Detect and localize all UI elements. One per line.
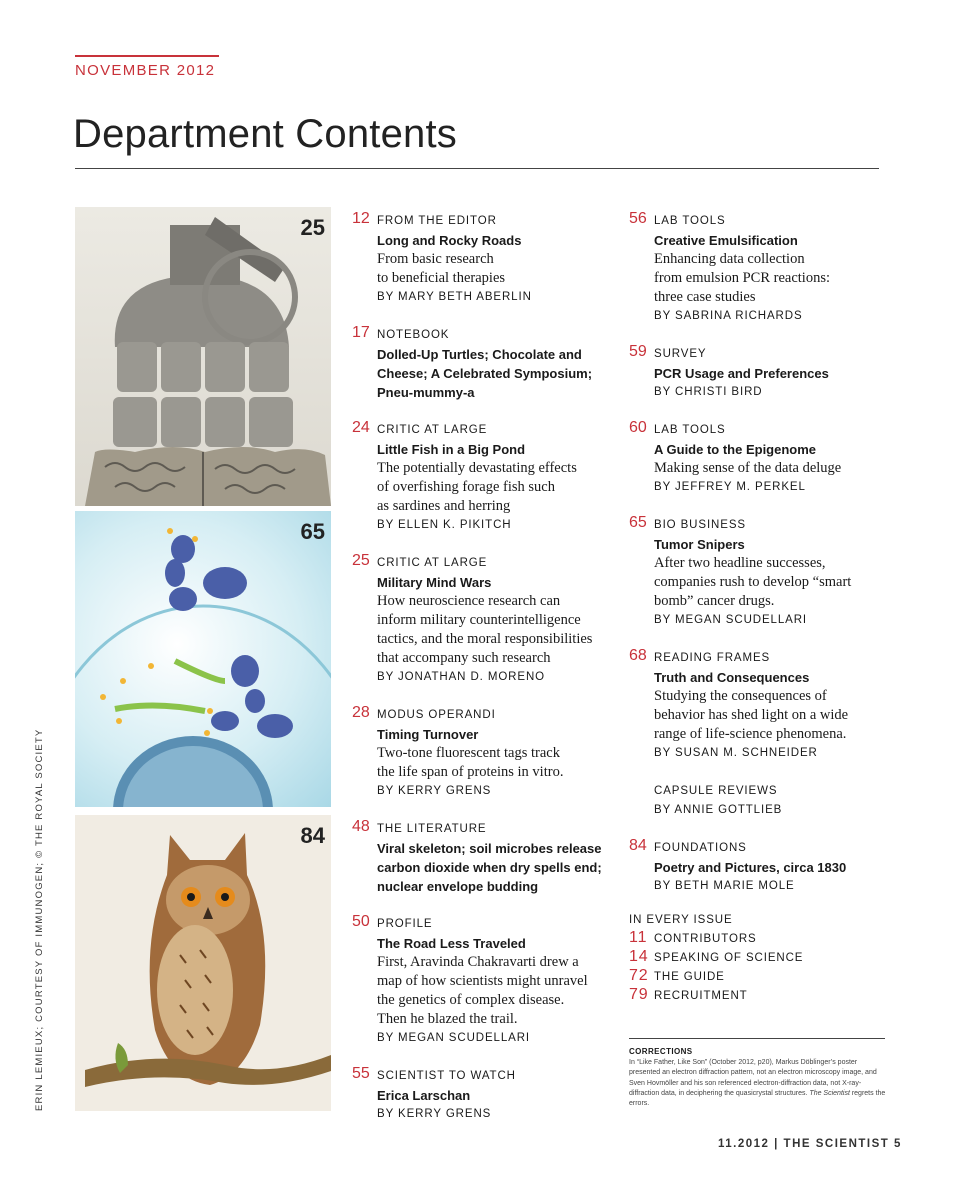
every-issue-item[interactable] — [629, 987, 889, 1006]
grenade-brain-illustration — [75, 207, 331, 506]
toc-entry[interactable] — [629, 649, 889, 763]
corrections-heading: CORRECTIONS — [629, 1047, 693, 1056]
toc-page-number: 55 — [352, 1065, 370, 1082]
toc-section: PROFILE — [377, 918, 433, 930]
photo-owl — [75, 815, 331, 1111]
toc-description: Enhancing data collection from emulsion PCR reactions: three case studies — [654, 251, 830, 305]
toc-headline: Erica Larschan — [377, 1088, 471, 1103]
toc-page-number: 17 — [352, 324, 370, 341]
toc-headline: Poetry and Pictures, circa 1830 — [654, 860, 847, 875]
toc-entry[interactable] — [629, 839, 889, 896]
toc-section: SURVEY — [654, 348, 707, 360]
toc-byline: BY KERRY GRENS — [377, 1108, 492, 1120]
toc-entry[interactable] — [352, 421, 612, 535]
toc-page-number: 72 — [629, 967, 649, 984]
toc-headline: Military Mind Wars — [377, 575, 492, 590]
toc-entry[interactable] — [352, 820, 612, 896]
page-footer: 11.2012 | THE SCIENTIST 5 — [718, 1138, 902, 1150]
every-issue-item[interactable] — [629, 930, 889, 949]
toc-byline: BY SABRINA RICHARDS — [654, 310, 803, 322]
toc-section: SCIENTIST TO WATCH — [377, 1070, 516, 1082]
toc-byline: BY CHRISTI BIRD — [654, 386, 763, 398]
toc-page-number: 24 — [352, 419, 370, 436]
photo-antibody-cell — [75, 511, 331, 807]
toc-headline: Truth and Consequences — [654, 670, 810, 685]
toc-byline: BY JONATHAN D. MORENO — [377, 671, 545, 683]
toc-page-number: 59 — [629, 343, 647, 360]
every-issue-label: RECRUITMENT — [654, 990, 748, 1002]
toc-section: BIO BUSINESS — [654, 519, 746, 531]
toc-section: CRITIC AT LARGE — [377, 424, 488, 436]
toc-entry[interactable] — [629, 782, 889, 820]
toc-entry[interactable] — [629, 212, 889, 326]
toc-description: Two-tone fluorescent tags track the life span of proteins in vitro. — [377, 745, 564, 780]
toc-page-number: 60 — [629, 419, 647, 436]
toc-description: From basic research to beneficial therapies — [377, 251, 506, 286]
toc-description: Making sense of the data deluge — [654, 460, 842, 476]
toc-entry[interactable] — [629, 516, 889, 630]
toc-headline: The Road Less Traveled — [377, 936, 526, 951]
toc-page-number: 79 — [629, 986, 649, 1003]
toc-section: CAPSULE REVIEWS — [654, 785, 778, 797]
toc-section: THE LITERATURE — [377, 823, 487, 835]
toc-byline: BY JEFFREY M. PERKEL — [654, 481, 806, 493]
every-issue-list — [629, 911, 889, 1006]
toc-headline: Timing Turnover — [377, 727, 479, 742]
toc-section: NOTEBOOK — [377, 329, 450, 341]
toc-page-number: 12 — [352, 210, 370, 227]
toc-entry[interactable] — [352, 915, 612, 1048]
toc-byline: BY MEGAN SCUDELLARI — [377, 1032, 531, 1044]
toc-headline: A Guide to the Epigenome — [654, 442, 817, 457]
toc-headline: Tumor Snipers — [654, 537, 745, 552]
toc-page-number: 11 — [629, 929, 648, 946]
every-issue-item[interactable] — [629, 949, 889, 968]
toc-description: How neuroscience research can inform military counterintelligence tactics, and the moral responsibilities that accompany such research — [377, 593, 593, 666]
every-issue-label: SPEAKING OF SCIENCE — [654, 952, 804, 964]
toc-page-number: 84 — [629, 837, 647, 854]
toc-page-number: 65 — [629, 514, 647, 531]
toc-description: After two headline successes, companies rush to develop “smart bomb” cancer drugs. — [654, 555, 852, 609]
toc-byline: BY MEGAN SCUDELLARI — [654, 614, 808, 626]
toc-headline: Little Fish in a Big Pond — [377, 442, 526, 457]
toc-entry[interactable] — [629, 421, 889, 497]
antibody-cell-illustration — [75, 511, 331, 807]
toc-headline: Dolled-Up Turtles; Chocolate and Cheese; A Celebrated Symposium; Pneu-mummy-a — [377, 347, 593, 400]
toc-page-number: 68 — [629, 647, 647, 664]
photo-page-number: 65 — [300, 519, 325, 544]
every-issue-label: CONTRIBUTORS — [654, 933, 757, 945]
header-accent-rule — [75, 55, 219, 57]
toc-section: LAB TOOLS — [654, 215, 726, 227]
toc-entry[interactable] — [352, 554, 612, 687]
photo-grenade-brain — [75, 207, 331, 506]
toc-page-number: 28 — [352, 704, 370, 721]
corrections-text: In “Like Father, Like Son” (October 2012, p20), Markus Döblinger’s poster presented an electron diffraction pattern, not an electron microscopy image, and Sven Hovmöller and his son referenced electron-diffraction data, not X-ray-diffraction data, in deciphering the quasicrystal structures. The Scientist regrets the errors. — [629, 1059, 886, 1108]
photo-credit: ERIN LEMIEUX; COURTESY OF IMMUNOGEN; © THE ROYAL SOCIETY — [34, 728, 45, 1111]
toc-page-number: 50 — [352, 913, 370, 930]
toc-byline: BY KERRY GRENS — [377, 785, 492, 797]
toc-byline: BY ELLEN K. PIKITCH — [377, 519, 512, 531]
every-issue-label: THE GUIDE — [654, 971, 725, 983]
toc-entry[interactable] — [352, 212, 612, 307]
toc-byline: BY SUSAN M. SCHNEIDER — [654, 747, 818, 759]
toc-entry[interactable] — [352, 706, 612, 801]
toc-page-number: 56 — [629, 210, 647, 227]
toc-headline: Long and Rocky Roads — [377, 233, 522, 248]
toc-headline: PCR Usage and Preferences — [654, 366, 829, 381]
every-issue-heading: IN EVERY ISSUE — [629, 914, 733, 926]
toc-entry[interactable] — [352, 1067, 612, 1124]
toc-byline: BY MARY BETH ABERLIN — [377, 291, 532, 303]
issue-date: NOVEMBER 2012 — [75, 62, 216, 79]
publication-name: The Scientist — [809, 1089, 850, 1097]
photo-page-number: 25 — [300, 215, 325, 240]
toc-description: First, Aravinda Chakravarti drew a map of how scientists might unravel the genetics of complex disease. Then he blazed the trail. — [377, 954, 588, 1027]
toc-page-number: 48 — [352, 818, 370, 835]
toc-entry[interactable] — [352, 326, 612, 402]
toc-section: FOUNDATIONS — [654, 842, 747, 854]
toc-section: LAB TOOLS — [654, 424, 726, 436]
toc-description: The potentially devastating effects of overfishing forage fish such as sardines and herring — [377, 460, 577, 514]
toc-section: READING FRAMES — [654, 652, 771, 664]
toc-headline: Creative Emulsification — [654, 233, 798, 248]
toc-section: CRITIC AT LARGE — [377, 557, 488, 569]
contents-column-right — [629, 212, 889, 896]
toc-byline: BY ANNIE GOTTLIEB — [654, 804, 783, 816]
toc-section: FROM THE EDITOR — [377, 215, 497, 227]
toc-page-number: 25 — [352, 552, 370, 569]
corrections-rule — [629, 1038, 885, 1039]
toc-byline: BY BETH MARIE MOLE — [654, 880, 795, 892]
toc-section: MODUS OPERANDI — [377, 709, 496, 721]
every-issue-item[interactable] — [629, 968, 889, 987]
toc-page-number: 14 — [629, 948, 649, 965]
toc-entry[interactable] — [629, 345, 889, 402]
toc-headline: Viral skeleton; soil microbes release carbon dioxide when dry spells end; nuclear envelope budding — [377, 841, 602, 894]
contents-column-left — [352, 212, 612, 1124]
page-title: Department Contents — [73, 112, 457, 156]
toc-description: Studying the consequences of behavior has shed light on a wide range of life-science phenomena. — [654, 688, 849, 742]
owl-illustration — [75, 815, 331, 1111]
title-rule — [75, 168, 879, 169]
photo-page-number: 84 — [300, 823, 325, 848]
